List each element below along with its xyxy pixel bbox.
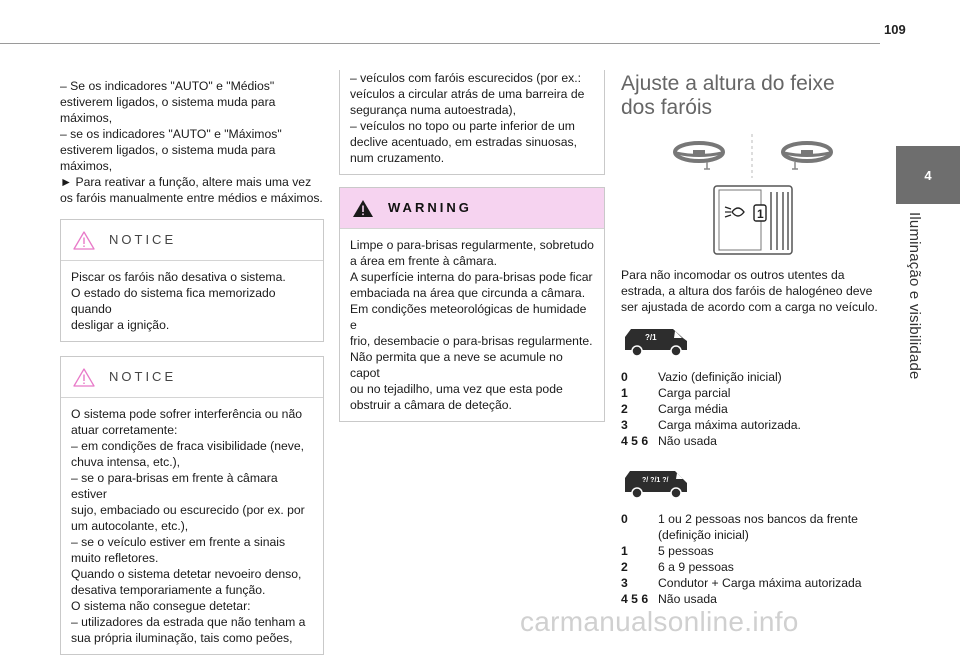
list-item: 3 Condutor + Carga máxima autorizada: [621, 576, 862, 590]
notice-continuation-box: [339, 70, 605, 175]
svg-text:1: 1: [757, 207, 764, 221]
warning-triangle-icon: [73, 368, 95, 387]
minibus-icon: [621, 467, 691, 501]
notice-body: Piscar os faróis não desativa o sistema. O estado do sistema fica memorizado quando desligar a ignição.: [71, 270, 286, 332]
warning-title: WARNING: [388, 200, 472, 215]
list-item: 4 5 6 Não usada: [621, 592, 717, 606]
notice-body: O sistema pode sofrer interferência ou não atuar corretamente: – em condições de fraca visibilidade (neve, chuva intensa, etc.), – se o para-brisas em frente à câmara estiver sujo, embaciado ou escurecido (por ex. por um autocolante, etc.), – se o veículo estiver em frente a sinais muito refletores. Quando o sistema detetar nevoeiro denso, desativa temporariamente a função. O sistema não consegue detetar: – utilizadores da estrada que não tenham a sua própria iluminação, tais como peões,: [71, 407, 306, 645]
list-item: 2 Carga média: [621, 402, 728, 416]
warning-header: [340, 188, 604, 229]
warning-triangle-icon: [352, 199, 374, 218]
svg-text:?/1: ?/1: [645, 333, 657, 342]
list-item: 0 1 ou 2 pessoas nos bancos da frente (definição inicial): [621, 512, 858, 542]
list-item: 3 Carga máxima autorizada.: [621, 418, 801, 432]
notice-box-1: [60, 219, 324, 342]
load-list: [621, 369, 883, 449]
warning-triangle-icon: [73, 231, 95, 250]
headlamp-dial-icon: [714, 186, 792, 254]
notice-title: NOTICE: [109, 232, 177, 247]
list-item: 2 6 a 9 pessoas: [621, 560, 734, 574]
chapter-title: Iluminação e visibilidade: [906, 212, 923, 380]
warning-box: [339, 187, 605, 422]
chapter-tab[interactable]: [896, 146, 960, 204]
van-icon: [621, 325, 691, 359]
svg-text:?/ ?/1 ?/: ?/ ?/1 ?/: [642, 477, 669, 484]
notice-title: NOTICE: [109, 369, 177, 384]
list-item: 1 Carga parcial: [621, 386, 731, 400]
column-1: [60, 78, 324, 655]
steering-wheel-icon: [783, 143, 831, 169]
passenger-list: [621, 511, 883, 607]
list-item: 1 5 pessoas: [621, 544, 714, 558]
intro-text: – Se os indicadores "AUTO" e "Médios" estiverem ligados, o sistema muda para máximos, – se os indicadores "AUTO" e "Máximos" estiverem ligados, o sistema muda para máximos, ► Para reativar a função, altere mais uma vez os faróis manualmente entre médios e máximos.: [60, 79, 323, 205]
chapter-number: 4: [924, 167, 932, 183]
column-3: [621, 72, 883, 607]
warning-body: Limpe o para-brisas regularmente, sobretudo a área em frente à câmara. A superfície interna do para-brisas pode ficar embaciada na área que circunda a câmara. Em condições meteorológicas de humidade e frio, desembacie o para-brisas regularmente. Não permita que a neve se acumule no capot ou no tejadilho, uma vez que esta pode obstruir a câmara de deteção.: [350, 238, 594, 412]
notice-header: [61, 357, 323, 398]
steering-wheel-icon: [675, 143, 723, 169]
headlamp-adjuster-illustration: [621, 132, 883, 258]
page-number: 109: [884, 22, 906, 37]
adjust-intro: Para não incomodar os outros utentes da estrada, a altura dos faróis de halogéneo deve ser ajustada de acordo com a carga no veículo.: [621, 268, 878, 314]
column-2: [339, 70, 605, 422]
list-item: 0 Vazio (definição inicial): [621, 370, 782, 384]
notice-header: [61, 220, 323, 261]
list-item: 4 5 6 Não usada: [621, 434, 717, 448]
section-heading: Ajuste a altura do feixe dos faróis: [621, 72, 835, 119]
continuation-body: – veículos com faróis escurecidos (por ex.: veículos a circular atrás de uma barreira de segurança numa autoestrada), – veículos no topo ou parte inferior de um declive acentuado, em estradas sinuosas, num cruzamento.: [350, 71, 585, 165]
watermark: carmanualsonline.info: [520, 606, 799, 637]
header-rule: [0, 43, 880, 44]
notice-box-2: [60, 356, 324, 655]
